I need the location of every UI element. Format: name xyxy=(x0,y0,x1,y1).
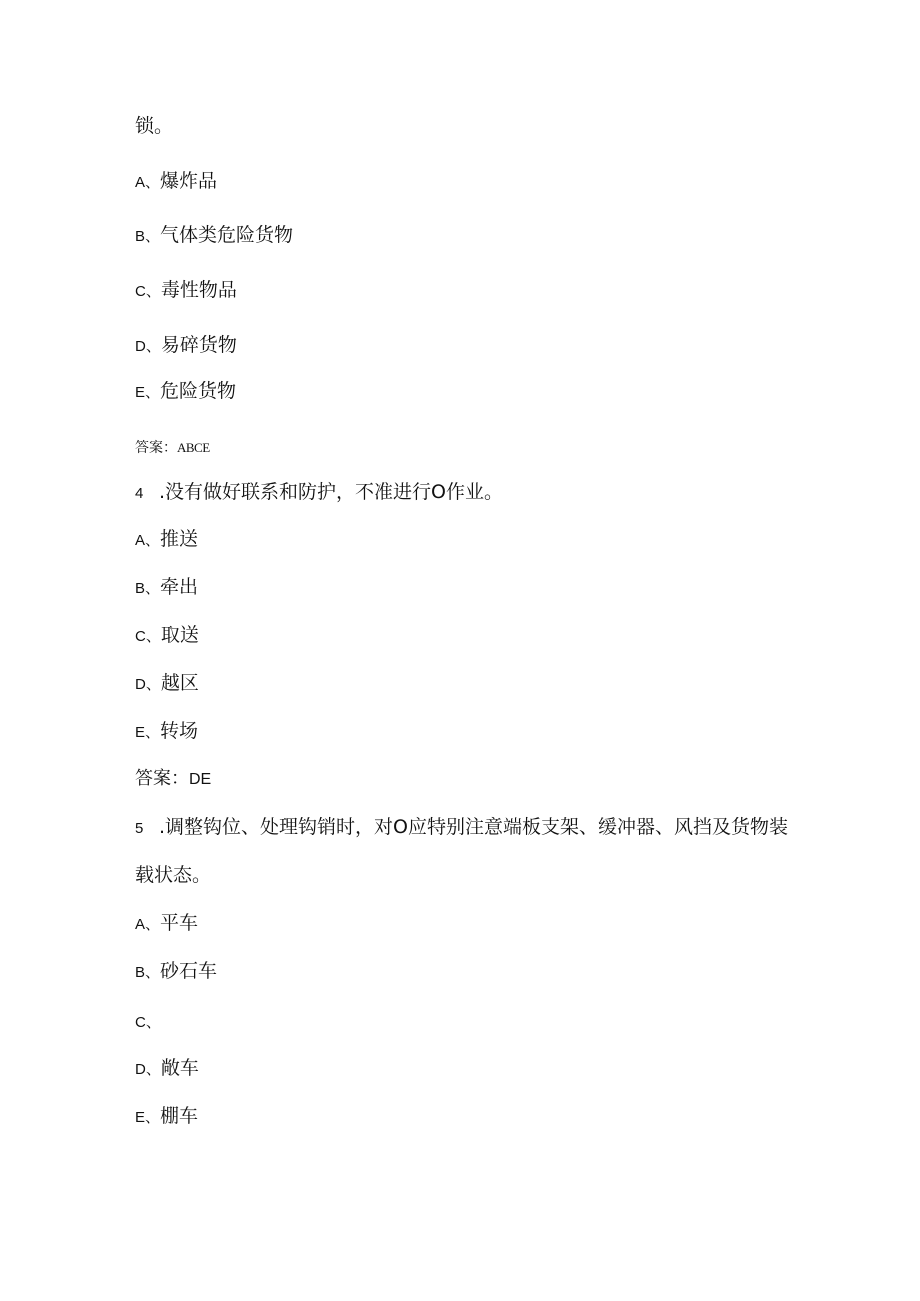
q4-question xyxy=(135,483,503,502)
answer-value: DE xyxy=(189,771,212,788)
q4-option-b xyxy=(135,578,198,597)
option-letter: C、 xyxy=(135,283,161,300)
q3-option-a xyxy=(135,172,217,191)
option-text: 越区 xyxy=(160,672,199,694)
option-text: 牵出 xyxy=(160,576,199,598)
option-text: 砂石车 xyxy=(160,960,218,982)
q5-question-continued: 载状态。 xyxy=(135,864,212,886)
q5-option-e xyxy=(135,1107,198,1126)
q5-option-a xyxy=(135,914,198,933)
option-letter: E、 xyxy=(135,1109,161,1126)
q4-option-a xyxy=(135,530,198,549)
q5-question xyxy=(135,818,788,837)
option-letter: B、 xyxy=(135,580,161,597)
option-text: 危险货物 xyxy=(160,380,237,402)
option-text: 易碎货物 xyxy=(160,334,237,356)
q4-option-d xyxy=(135,674,199,693)
option-text: 棚车 xyxy=(160,1105,199,1127)
q3-option-b xyxy=(135,226,293,245)
q5-option-b xyxy=(135,962,217,981)
q4-answer xyxy=(135,770,211,788)
q4-option-c xyxy=(135,626,199,645)
option-letter: B、 xyxy=(135,228,161,245)
option-text: 取送 xyxy=(160,624,199,646)
answer-value: ABCE xyxy=(177,440,210,455)
option-letter: E、 xyxy=(135,384,161,401)
q3-answer xyxy=(135,441,210,455)
answer-label: 答案： xyxy=(135,440,177,456)
question-number: 5 xyxy=(135,820,144,837)
option-text: 毒性物品 xyxy=(160,279,237,301)
option-letter: D、 xyxy=(135,1061,161,1078)
q4-option-e xyxy=(135,722,198,741)
question-text: .没有做好联系和防护，不准进行O作业。 xyxy=(159,481,503,503)
question-text: .调整钩位、处理钩销时，对O应特别注意端板支架、缓冲器、风挡及货物装 xyxy=(159,816,788,838)
option-letter: D、 xyxy=(135,338,161,355)
option-letter: C、 xyxy=(135,628,161,645)
q3-option-e xyxy=(135,382,236,401)
q3-option-c xyxy=(135,281,237,300)
option-letter: E、 xyxy=(135,724,161,741)
option-letter: B、 xyxy=(135,964,161,981)
option-letter: D、 xyxy=(135,676,161,693)
option-letter: A、 xyxy=(135,916,161,933)
option-letter: A、 xyxy=(135,174,161,191)
option-text: 敞车 xyxy=(160,1057,199,1079)
option-text: 爆炸品 xyxy=(160,170,218,192)
option-text: 气体类危险货物 xyxy=(160,224,294,246)
option-text: 推送 xyxy=(160,528,199,550)
q3-text-tail: 锁。 xyxy=(135,115,174,137)
option-text: 转场 xyxy=(160,720,199,742)
question-number: 4 xyxy=(135,485,144,502)
option-text: 平车 xyxy=(160,912,199,934)
q5-option-d xyxy=(135,1059,199,1078)
q3-option-d xyxy=(135,336,237,355)
option-letter: A、 xyxy=(135,532,161,549)
option-letter: C、 xyxy=(135,1014,161,1031)
answer-label: 答案： xyxy=(135,768,189,789)
q5-option-c xyxy=(135,1012,161,1031)
